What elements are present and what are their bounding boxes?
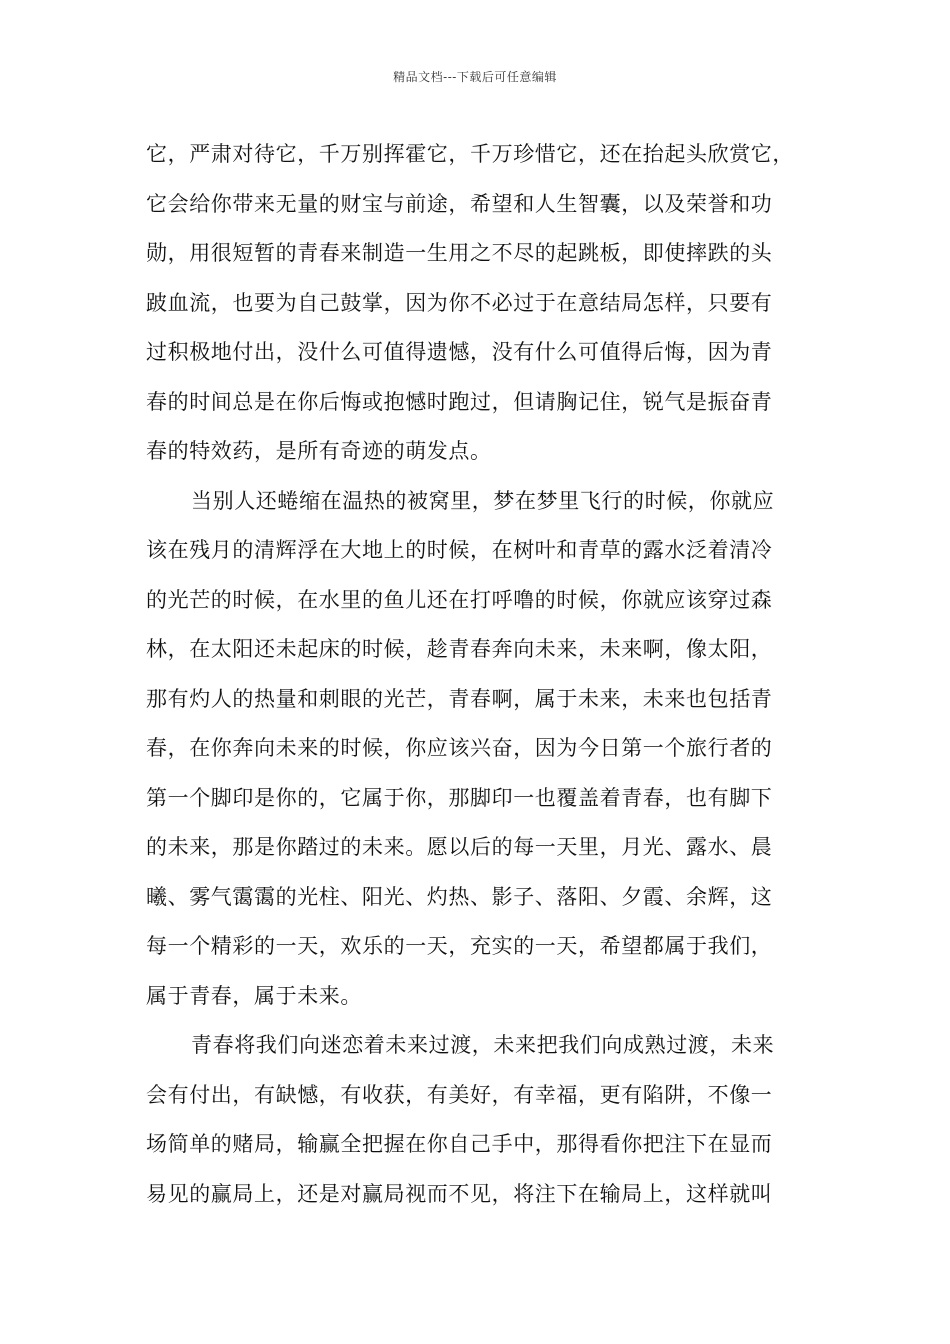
text-line: 曦、雾气霭霭的光柱、阳光、灼热、影子、落阳、夕霞、余辉，这 bbox=[146, 884, 773, 909]
text-line: 那有灼人的热量和刺眼的光芒，青春啊，属于未来，未来也包括青 bbox=[146, 686, 773, 711]
text-line: 它，严肃对待它，千万别挥霍它，千万珍惜它，还在抬起头欣赏它， bbox=[146, 142, 794, 166]
text-line: 勋，用很短暂的青春来制造一生用之不尽的起跳板，即使摔跌的头 bbox=[146, 241, 773, 265]
text-line: 青春将我们向迷恋着未来过渡，未来把我们向成熟过渡，未来 bbox=[191, 1033, 775, 1057]
text-line: 会有付出，有缺憾，有收获，有美好，有幸福，更有陷阱，不像一 bbox=[146, 1082, 773, 1107]
text-line: 林，在太阳还未起床的时候，趁青春奔向未来，未来啊，像太阳， bbox=[146, 637, 773, 661]
text-line: 该在残月的清辉浮在大地上的时候，在树叶和青草的露水泛着清冷 bbox=[146, 538, 773, 562]
text-line: 过积极地付出，没什么可值得遗憾，没有什么可值得后悔，因为青 bbox=[146, 340, 773, 364]
text-line: 跛血流，也要为自己鼓掌，因为你不必过于在意结局怎样，只要有 bbox=[146, 290, 773, 315]
text-line: 场简单的赌局，输赢全把握在你自己手中，那得看你把注下在显而 bbox=[146, 1132, 773, 1156]
paragraph bbox=[146, 1021, 811, 1219]
document-body bbox=[146, 130, 811, 1219]
text-line: 春的特效药，是所有奇迹的萌发点。 bbox=[146, 439, 492, 463]
text-line: 当别人还蜷缩在温热的被窝里，梦在梦里飞行的时候，你就应 bbox=[191, 488, 775, 513]
text-line: 它会给你带来无量的财宝与前途，希望和人生智囊，以及荣誉和功 bbox=[146, 191, 773, 216]
page-header: 精品文档---下载后可任意编辑 bbox=[393, 70, 557, 84]
text-line: 每一个精彩的一天，欢乐的一天，充实的一天，希望都属于我们， bbox=[146, 934, 773, 958]
text-line: 春，在你奔向未来的时候，你应该兴奋，因为今日第一个旅行者的 bbox=[146, 736, 773, 760]
paragraph bbox=[146, 130, 811, 477]
text-line: 属于青春，属于未来。 bbox=[146, 983, 362, 1008]
text-line: 的光芒的时候，在水里的鱼儿还在打呼噜的时候，你就应该穿过森 bbox=[146, 587, 773, 612]
text-line: 的未来，那是你踏过的未来。愿以后的每一天里，月光、露水、晨 bbox=[146, 835, 773, 859]
text-line: 易见的赢局上，还是对赢局视而不见，将注下在输局上，这样就叫 bbox=[146, 1181, 773, 1206]
text-line: 第一个脚印是你的，它属于你，那脚印一也覆盖着青春，也有脚下 bbox=[146, 785, 773, 810]
text-line: 春的时间总是在你后悔或抱憾时跑过，但请胸记住，锐气是振奋青 bbox=[146, 389, 773, 414]
paragraph bbox=[146, 477, 811, 1022]
